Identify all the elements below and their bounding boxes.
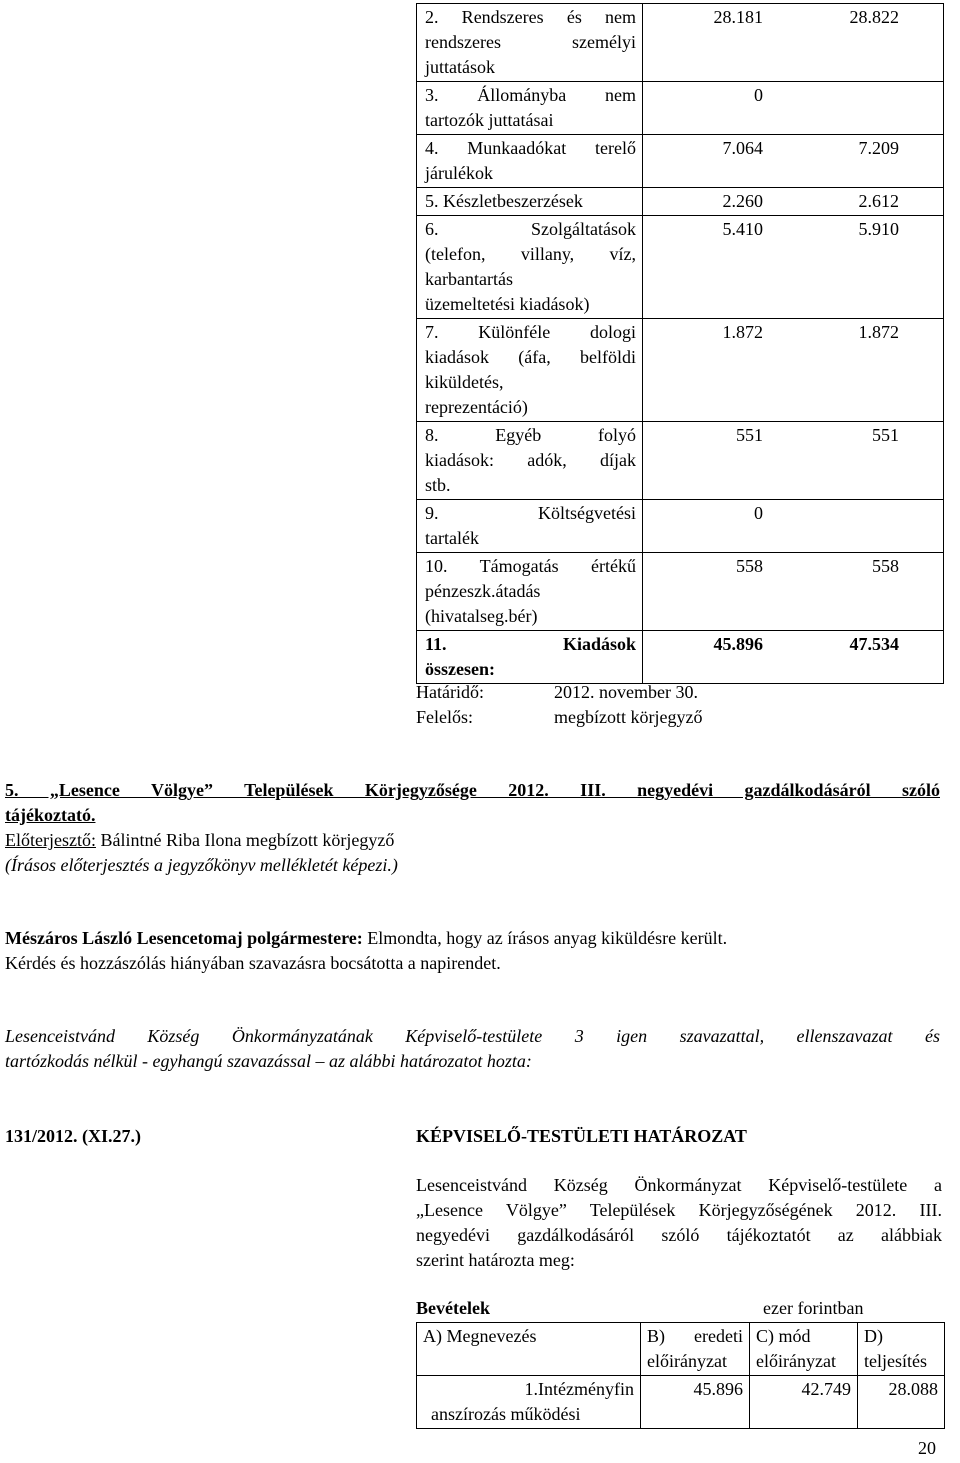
expense-label-cell [417,422,643,500]
original-value: 0 [754,503,763,523]
modified-value: 47.534 [849,634,899,654]
responsible-label: Felelős: [416,707,473,727]
expense-label-line: 2. Rendszeres és nem [425,7,636,27]
revenue-name-text: anszírozás működési [431,1404,581,1424]
responsible-row [416,705,702,730]
revenue-actual-cell: 28.088 [858,1376,945,1429]
expense-label-line: 10. Támogatás értékű [425,556,636,576]
modified-value: 28.822 [849,7,899,27]
agenda-title-line1: 5. „Lesence Völgye” Települések Körjegyzősége 2012. III. negyedévi gazdálkodásáról szóló [5,780,940,800]
expense-label-cell [417,135,643,188]
expense-label-line: kiküldetés, [425,372,504,392]
modified-value: 1.872 [858,322,899,342]
expense-label-line: 9. Költségvetési [425,503,636,523]
agenda-note: (Írásos előterjesztés a jegyzőkönyv mellékletét képezi.) [5,855,398,875]
expense-row [417,135,944,188]
header-cell-original [641,1323,750,1376]
expense-values-cell [643,553,944,631]
expense-label-line: (telefon, villany, víz, [425,244,636,264]
modified-value: 558 [872,556,899,576]
expense-values-cell [643,319,944,422]
header-text: A) Megnevezés [423,1326,537,1346]
revenue-name-text: 1.Intézményfin [524,1379,634,1399]
modified-value: 551 [872,425,899,445]
expense-row [417,553,944,631]
original-value: 45.896 [713,634,763,654]
expense-label-line: 7. Különféle dologi [425,322,636,342]
header-text: teljesítés [864,1351,927,1371]
original-value: 551 [736,425,763,445]
expense-values-cell [643,500,944,553]
expense-label-cell [417,4,643,82]
vote-line1: Lesenceistvánd Község Önkormányzatának Képviselő-testülete 3 igen szavazattal, ellenszavazat és [5,1026,940,1046]
expense-label-cell [417,82,643,135]
revenue-name-cell [417,1376,641,1429]
expense-label-line: 11. Kiadások [425,634,636,654]
revenue-row [417,1376,945,1429]
header-text: előirányzat [756,1351,836,1371]
resolution-text [416,1173,942,1273]
original-value: 28.181 [713,7,763,27]
expense-label-line: 3. Állományba nem [425,85,636,105]
expense-label-line: tartalék [425,528,479,548]
original-value: 0 [754,85,763,105]
expense-label-cell [417,500,643,553]
expense-label-cell [417,319,643,422]
deadline-value: 2012. november 30. [554,682,698,702]
revenue-original-cell: 45.896 [641,1376,750,1429]
original-value: 1.872 [722,322,763,342]
expense-label-line: üzemeltetési kiadások) [425,294,590,314]
expense-row [417,188,944,216]
presenter-value: Bálintné Riba Ilona megbízott körjegyző [95,830,395,850]
expense-row [417,4,944,82]
resolution-text-line: szerint határozta meg: [416,1250,575,1270]
expense-values-cell [643,135,944,188]
header-text: B) eredeti [647,1326,743,1346]
responsible-value: megbízott körjegyző [554,707,703,727]
expense-label-line: stb. [425,475,451,495]
modified-value: 7.209 [858,138,899,158]
resolution-title: KÉPVISELŐ-TESTÜLETI HATÁROZAT [416,1126,747,1146]
resolution-text-line: Lesenceistvánd Község Önkormányzat Képviselő-testülete a [416,1175,942,1195]
expense-label-line: kiadások (áfa, belföldi [425,347,636,367]
original-value: 7.064 [722,138,763,158]
expense-values-cell [643,82,944,135]
resolution-text-line: „Lesence Völgye” Települések Körjegyzőségének 2012. III. [416,1200,942,1220]
header-text: C) mód [756,1326,811,1346]
speech-line1 [5,926,940,951]
speaker-name: Mészáros László Lesencetomaj polgármestere: [5,928,363,948]
resolution-text-line: negyedévi gazdálkodásáról szóló tájékoztatót az alábbiak [416,1225,942,1245]
header-cell-name [417,1323,641,1376]
deadline-row [416,680,698,705]
speech-text1: Elmondta, hogy az írásos anyag kiküldésre került. [362,928,728,948]
expense-values-cell [643,631,944,684]
page-number: 20 [918,1438,936,1458]
revenue-modified-cell: 42.749 [750,1376,858,1429]
modified-value: 5.910 [858,219,899,239]
speech-line2: Kérdés és hozzászólás hiányában szavazásra bocsátotta a napirendet. [5,953,501,973]
agenda-presenter [5,828,940,853]
expense-label-cell [417,631,643,684]
expense-label-line: juttatások [425,57,495,77]
expense-values-cell [643,422,944,500]
revenue-header-row [417,1323,945,1376]
deadline-label: Határidő: [416,682,484,702]
expense-label-line: karbantartás [425,269,513,289]
expense-label-line: tartozók juttatásai [425,110,554,130]
expense-label-cell [417,216,643,319]
vote-line2: tartózkodás nélkül - egyhangú szavazással – az alábbi határozatot hozta: [5,1051,532,1071]
expense-row [417,422,944,500]
expense-label-line: 6. Szolgáltatások [425,219,636,239]
original-value: 558 [736,556,763,576]
expense-row [417,631,944,684]
expense-row [417,82,944,135]
expense-label-line: járulékok [425,163,493,183]
revenue-title: Bevételek [416,1298,490,1318]
header-cell-modified [750,1323,858,1376]
expense-label-line: reprezentáció) [425,397,528,417]
original-value: 2.260 [722,191,763,211]
expense-label-line: összesen: [425,659,495,679]
expense-label-cell [417,553,643,631]
revenue-unit: ezer forintban [763,1298,864,1318]
expense-label-line: 5. Készletbeszerzések [425,191,583,211]
expense-values-cell [643,188,944,216]
expense-values-cell [643,216,944,319]
expense-label-line: 8. Egyéb folyó [425,425,636,445]
header-text: D) [864,1326,883,1346]
header-cell-actual [858,1323,945,1376]
revenue-table [416,1322,945,1429]
expense-row [417,500,944,553]
expense-table [416,3,944,684]
expense-label-line: 4. Munkaadókat terelő [425,138,636,158]
expense-row [417,216,944,319]
expense-label-line: pénzeszk.átadás [425,581,541,601]
expense-label-line: kiadások: adók, díjak [425,450,636,470]
header-text: előirányzat [647,1351,727,1371]
expense-label-line: rendszeres személyi [425,32,636,52]
expense-label-line: (hivatalseg.bér) [425,606,538,626]
agenda-title-line2: tájékoztató. [5,805,96,825]
original-value: 5.410 [722,219,763,239]
expense-row [417,319,944,422]
expense-values-cell [643,4,944,82]
presenter-label: Előterjesztő: [5,830,96,850]
modified-value: 2.612 [858,191,899,211]
expense-label-cell [417,188,643,216]
resolution-number: 131/2012. (XI.27.) [5,1126,141,1146]
